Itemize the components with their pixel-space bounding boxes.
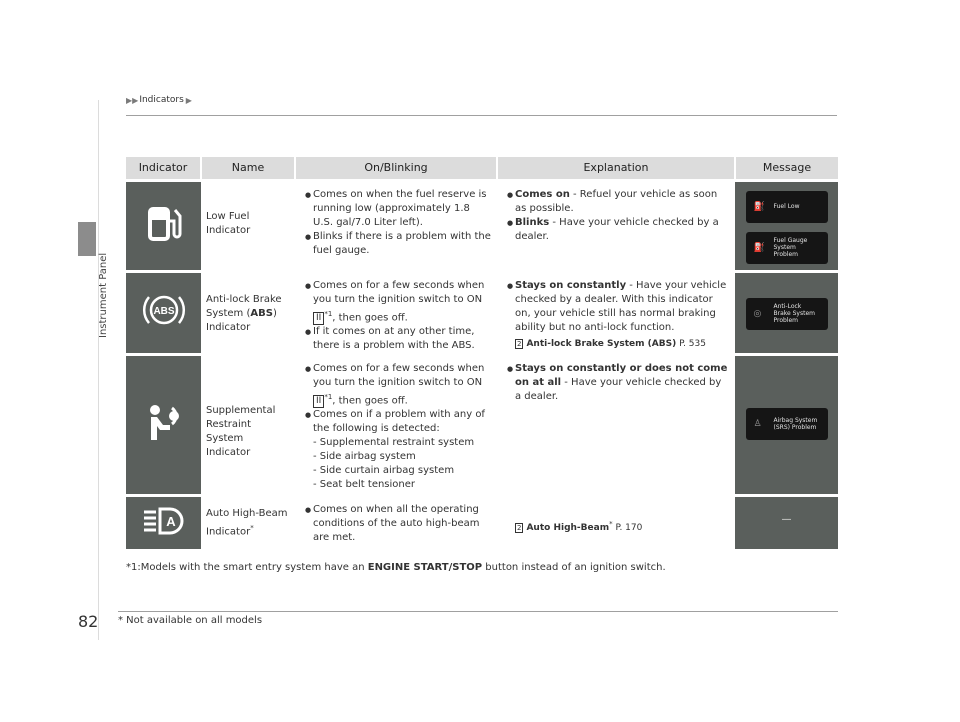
message-display: ⛽ Fuel Gauge System Problem [746,232,828,264]
indicator-name: System (ABS) [206,307,277,319]
message-cell [735,271,838,354]
table-header-row [126,157,838,180]
explanation-cell [497,354,735,495]
on-blinking-cell [295,180,497,271]
fuel-pump-icon: ⛽ [753,201,765,212]
svg-text:A: A [165,513,176,529]
message-cell [735,495,838,549]
list-item: ● Stays on constantly or does not come on at all - Have your vehicle checked by a dealer. [507,362,729,404]
table-row [126,180,838,271]
page-reference-link[interactable]: 2 Anti-lock Brake System (ABS) P. 535 [517,338,706,349]
column-header: Indicator [126,157,201,180]
explanation-cell [497,271,735,354]
column-header: Message [735,157,838,180]
list-item: ● Comes on if a problem with any of the following is detected: [305,408,491,436]
ignition-position-key: II [313,312,324,325]
breadcrumb-arrow-icon: ▶ [185,95,192,105]
table-row [126,354,838,495]
table-row [126,271,838,354]
list-item: ● Blinks if there is a problem with the fuel gauge. [305,230,491,258]
indicator-name: Indicator [206,224,251,236]
list-item: ● Comes on when the fuel reserve is running low (approximately 1.8 U.S. gal/7.0 Liter left). [305,188,491,230]
abs-icon [141,290,187,330]
column-header: Name [201,157,295,180]
message-display: ⛽ Fuel Low [746,191,828,223]
list-item: - Supplemental restraint system [313,437,475,449]
svg-text:ABS: ABS [152,306,175,318]
page-reference-link[interactable]: 2 Auto High-Beam* P. 170 [517,519,643,533]
ignition-position-key: II [313,395,324,408]
indicator-name: Low Fuel [206,210,250,222]
list-item: ● Stays on constantly - Have your vehicle checked by a dealer. With this indicator on, your vehicle still has normal braking ability but no anti-lock function. [507,279,729,335]
ignition-footnote: *1:Models with the smart entry system have an ENGINE START/STOP button instead of an ignition switch. [126,562,666,573]
indicator-name: Supplemental [206,404,276,416]
indicator-table [126,157,838,549]
indicator-cell [126,271,201,354]
auto-high-beam-icon [140,506,188,536]
list-item: ● Comes on when all the operating conditions of the auto high-beam are met. [305,503,491,545]
indicator-cell [126,180,201,271]
explanation-cell [497,180,735,271]
fuel-pump-icon [144,201,184,245]
list-item: ● Comes on for a few seconds when you turn the ignition switch to ON II $^{*1}$, then goes off. [305,362,491,408]
name-cell [201,354,295,495]
list-item: ● Comes on - Refuel your vehicle as soon as possible. [507,188,729,216]
chapter-tab-marker [78,222,96,256]
name-cell [201,495,295,549]
page-number: 82 [78,612,99,631]
indicator-name: Anti-lock Brake [206,293,282,305]
abs-icon: ◎ [753,308,762,319]
indicator-cell [126,495,201,549]
header-rule [126,115,837,116]
table-row [126,495,838,549]
indicator-name: Restraint System [206,418,252,444]
indicator-name: Indicator* [206,523,254,538]
message-display: ◎ Anti-Lock Brake System Problem [746,298,828,330]
column-header: On/Blinking [295,157,497,180]
indicator-name: Indicator [206,446,251,458]
on-blinking-cell [295,354,497,495]
breadcrumb-label[interactable]: Indicators [139,95,184,105]
list-item: - Seat belt tensioner [313,479,416,491]
indicator-name: Auto High-Beam [206,507,288,519]
fuel-pump-icon: ⛽ [753,242,765,253]
side-divider [98,100,99,640]
reference-arrow-icon: 2 [517,339,522,348]
name-cell [201,271,295,354]
indicator-cell [126,354,201,495]
breadcrumb-arrow-icon: ▶▶ [126,95,139,105]
list-item: ● If it comes on at any other time, there is a problem with the ABS. [305,325,491,353]
list-item: - Side airbag system [313,451,416,463]
indicator-name: Indicator [206,321,251,333]
airbag-icon [142,400,186,444]
list-item: - Side curtain airbag system [313,465,455,477]
on-blinking-cell [295,495,497,549]
availability-note: * Not available on all models [118,611,838,626]
message-cell [735,180,838,271]
airbag-icon: ♙ [753,418,762,429]
on-blinking-cell [295,271,497,354]
column-header: Explanation [497,157,735,180]
message-display: ♙ Airbag System (SRS) Problem [746,408,828,440]
explanation-cell [497,495,735,549]
reference-arrow-icon: 2 [517,523,522,532]
section-label: Instrument Panel [98,252,109,338]
no-message-dash: — [781,513,792,525]
list-item: ● Blinks - Have your vehicle checked by a dealer. [507,216,729,244]
breadcrumb[interactable] [126,95,193,105]
list-item: ● Comes on for a few seconds when you turn the ignition switch to ON II $^{*1}$, then goes off. [305,279,491,325]
message-cell [735,354,838,495]
name-cell [201,180,295,271]
